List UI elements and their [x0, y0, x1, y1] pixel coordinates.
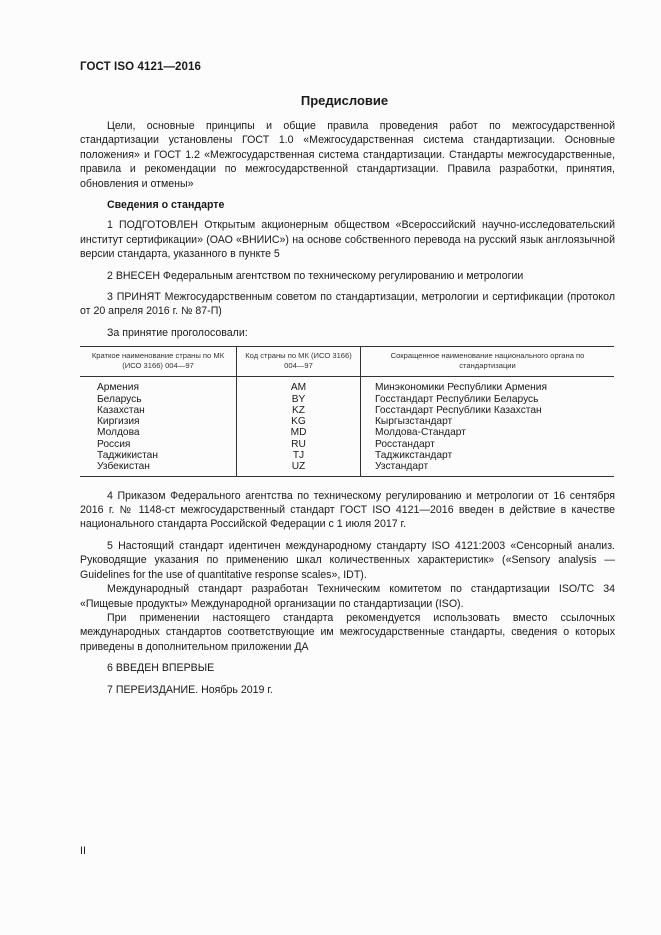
countries-table — [80, 346, 614, 476]
table-row — [80, 450, 614, 461]
page-number: II — [80, 845, 86, 857]
country-name: Россия — [80, 439, 237, 450]
country-code: AM — [237, 377, 361, 394]
header-country-name: Краткое наименование страны по МК (ИСО 3166) 004—97 — [80, 347, 237, 377]
table-row — [80, 416, 614, 427]
country-code: BY — [237, 394, 361, 405]
item-3: 3 ПРИНЯТ Межгосударственным советом по стандартизации, метрологии и сертификации (протокол от 20 апреля 2016 г. № 87-П) — [80, 291, 615, 318]
header-national-body: Сокращенное наименование национального органа по стандартизации — [361, 347, 615, 377]
national-body: Узстандарт — [361, 461, 615, 476]
item-1: 1 ПОДГОТОВЛЕН Открытым акционерным обществом «Всероссийский научно-исследовательский институт сертификации» (ОАО «ВНИИС») на основе собственного перевода на русский язык англоязычной версии стандарта, указанного в пункте 5 — [80, 219, 615, 261]
country-name: Киргизия — [80, 416, 237, 427]
national-body: Госстандарт Республики Беларусь — [375, 393, 539, 405]
country-code: UZ — [237, 461, 361, 476]
intro-paragraph: Цели, основные принципы и общие правила проведения работ по межгосударственной стандартизации установлены ГОСТ 1.0 «Межгосударственная система стандартизации. Основные положения» и ГОСТ 1.2 «Межгосударственная система стандартизации. Стандарты межгосударственные, правила и рекомендации по межгосударственной стандартизации. Правила разработки, принятия, обновления и отмены» — [80, 120, 615, 190]
country-code: KG — [237, 416, 361, 427]
item-5-committee: Международный стандарт разработан Техническим комитетом по стандартизации ISO/TC 34 «Пищевые продукты» Международной организации по стандартизации (ISO). — [80, 583, 615, 610]
table-row — [80, 405, 614, 416]
country-code: KZ — [237, 405, 361, 416]
country-code: RU — [237, 439, 361, 450]
vote-line: За принятие проголосовали: — [107, 326, 248, 339]
header-country-code: Код страны по МК (ИСО 3166) 004—97 — [237, 347, 361, 377]
table-row — [80, 461, 614, 476]
national-body: Росстандарт — [375, 438, 435, 450]
table-header-row — [80, 347, 614, 377]
national-body: Кыргызстандарт — [375, 416, 453, 428]
national-body: Госстандарт Республики Казахстан — [375, 404, 542, 416]
item-6: 6 ВВЕДЕН ВПЕРВЫЕ — [107, 662, 215, 675]
document-code: ГОСТ ISO 4121—2016 — [80, 61, 202, 73]
item-2: 2 ВНЕСЕН Федеральным агентством по техническому регулированию и метрологии — [107, 269, 524, 282]
item-5: 5 Настоящий стандарт идентичен международному стандарту ISO 4121:2003 «Сенсорный анализ. Руководящие указания по применению шкал количественных характеристик» («Sensory analysis — Guidelines for the use of quantitative response scales», IDT). — [80, 539, 615, 581]
country-name: Беларусь — [80, 394, 237, 405]
country-name: Узбекистан — [80, 461, 237, 476]
table-row — [80, 439, 614, 450]
item-4: 4 Приказом Федерального агентства по техническому регулированию и метрологии от 16 сентября 2016 г. № 1148-ст межгосударственный стандарт ГОСТ ISO 4121—2016 введен в действие в качестве национального стандарта Российской Федерации с 1 июля 2017 г. — [80, 489, 615, 531]
country-code: MD — [237, 427, 361, 438]
page-title: Предисловие — [300, 93, 389, 108]
section-heading: Сведения о стандарте — [107, 199, 225, 212]
item-5-references: При применении настоящего стандарта рекомендуется использовать вместо ссылочных международных стандартов соответствующие им межгосударственные стандарты, сведения о которых приведены в дополнительном приложении ДА — [80, 611, 615, 653]
country-name: Молдова — [80, 427, 237, 438]
table-row — [80, 394, 614, 405]
national-body: Таджикстандарт — [375, 450, 453, 462]
national-body: Молдова-Стандарт — [375, 427, 466, 439]
country-code: TJ — [237, 450, 361, 461]
table-row — [80, 427, 614, 438]
country-name: Казахстан — [80, 405, 237, 416]
document-body — [80, 119, 615, 697]
item-7: 7 ПЕРЕИЗДАНИЕ. Ноябрь 2019 г. — [107, 683, 273, 696]
country-name: Армения — [80, 377, 237, 394]
table-row — [80, 377, 614, 394]
country-name: Таджикистан — [80, 450, 237, 461]
national-body: Минэкономики Республики Армения — [375, 382, 547, 394]
